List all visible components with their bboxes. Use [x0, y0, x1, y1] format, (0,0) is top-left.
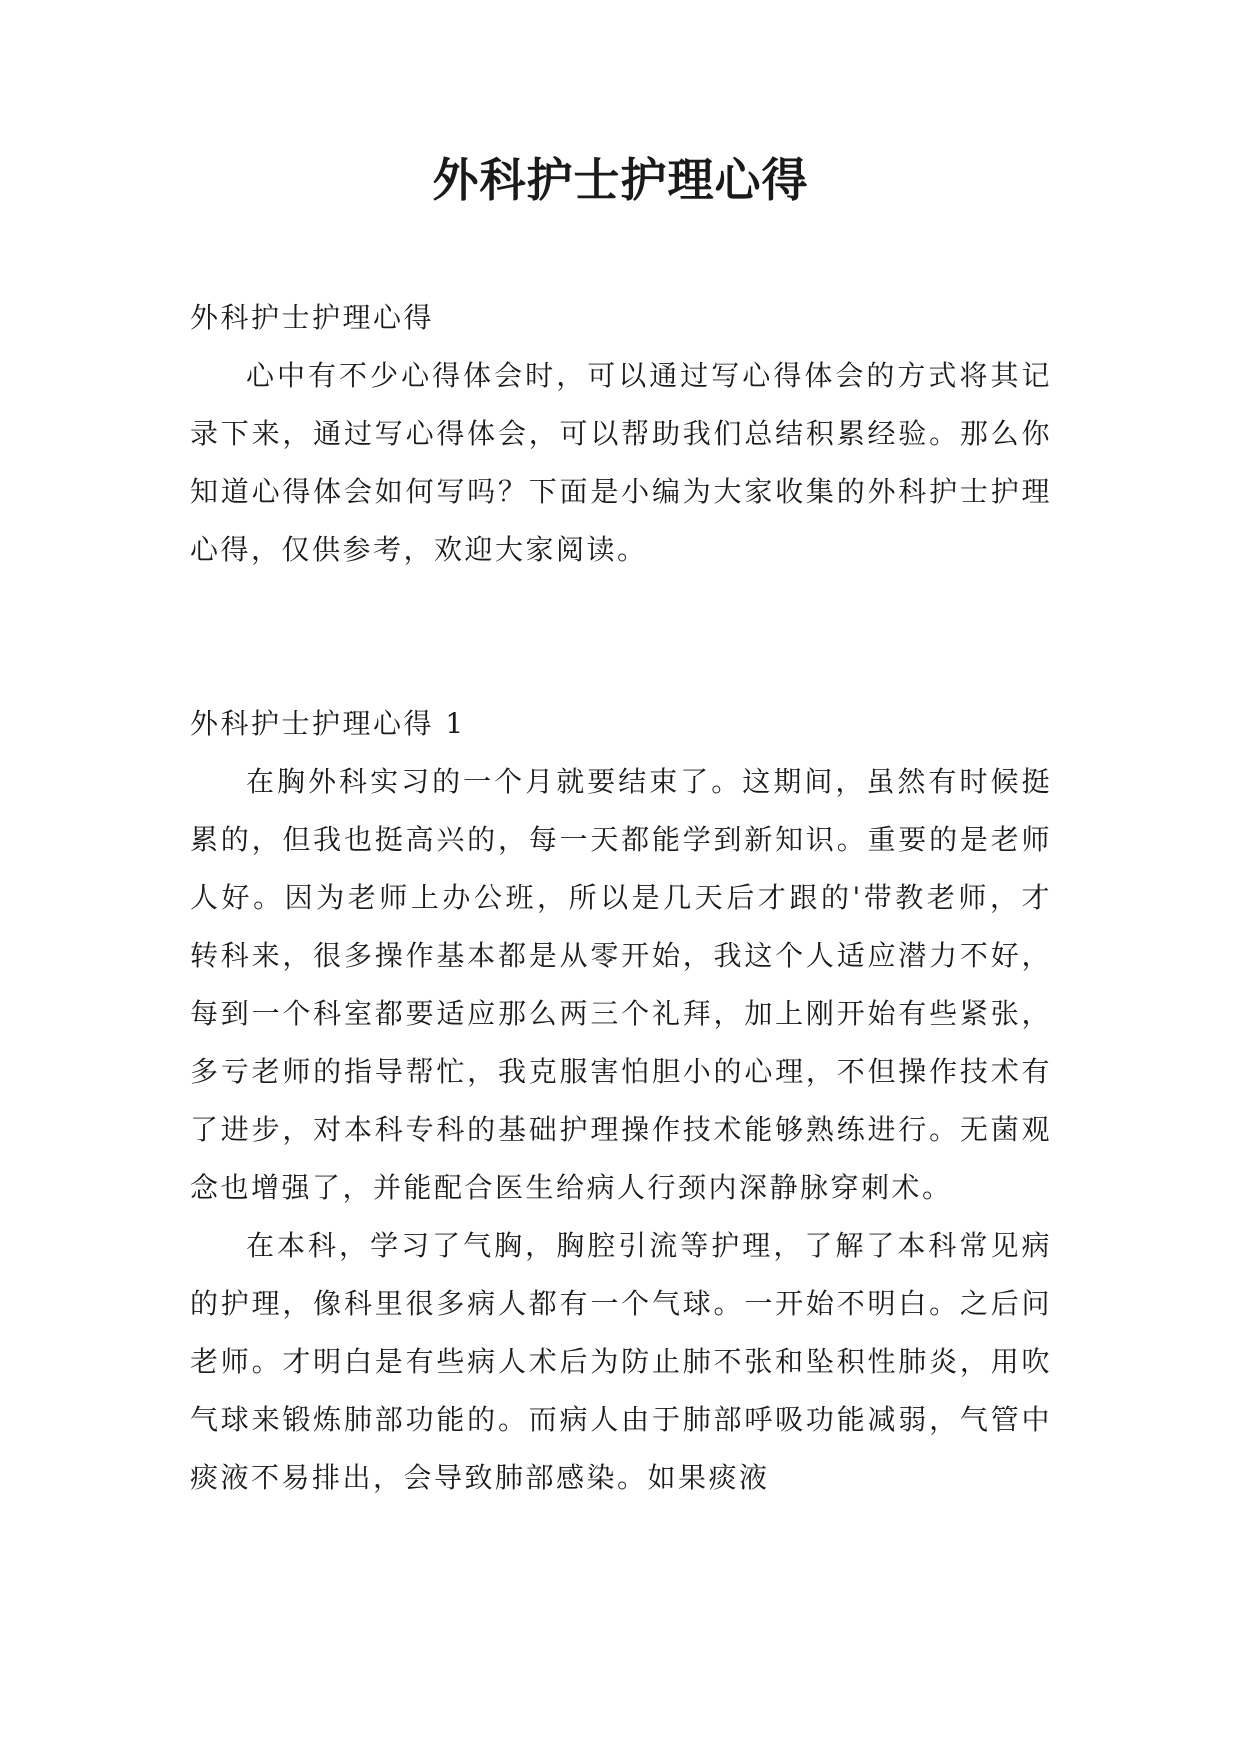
document-body [190, 289, 1052, 1507]
section-heading: 外科护士护理心得 1 [190, 707, 466, 740]
body-paragraph: 在本科，学习了气胸，胸腔引流等护理，了解了本科常见病的护理，像科里很多病人都有一个气球。一开始不明白。之后问老师。才明白是有些病人术后为防止肺不张和坠积性肺炎，用吹气球来锻炼肺部功能的。而病人由于肺部呼吸功能减弱，气管中痰液不易排出，会导致肺部感染。如果痰液 [190, 1229, 1052, 1494]
document-title: 外科护士护理心得 [432, 153, 809, 207]
body-paragraph: 在胸外科实习的一个月就要结束了。这期间，虽然有时候挺累的，但我也挺高兴的，每一天都能学到新知识。重要的是老师人好。因为老师上办公班，所以是几天后才跟的'带教老师，才转科来，很多操作基本都是从零开始，我这个人适应潜力不好，每到一个科室都要适应那么两三个礼拜，加上刚开始有些紧张，多亏老师的指导帮忙，我克服害怕胆小的心理，不但操作技术有了进步，对本科专科的基础护理操作技术能够熟练进行。无菌观念也增强了，并能配合医生给病人行颈内深静脉穿刺术。 [190, 765, 1052, 1204]
intro-heading: 外科护士护理心得 [190, 301, 435, 334]
intro-paragraph: 心中有不少心得体会时，可以通过写心得体会的方式将其记录下来，通过写心得体会，可以帮助我们总结积累经验。那么你知道心得体会如何写吗？下面是小编为大家收集的外科护士护理心得，仅供参考，欢迎大家阅读。 [190, 359, 1052, 566]
